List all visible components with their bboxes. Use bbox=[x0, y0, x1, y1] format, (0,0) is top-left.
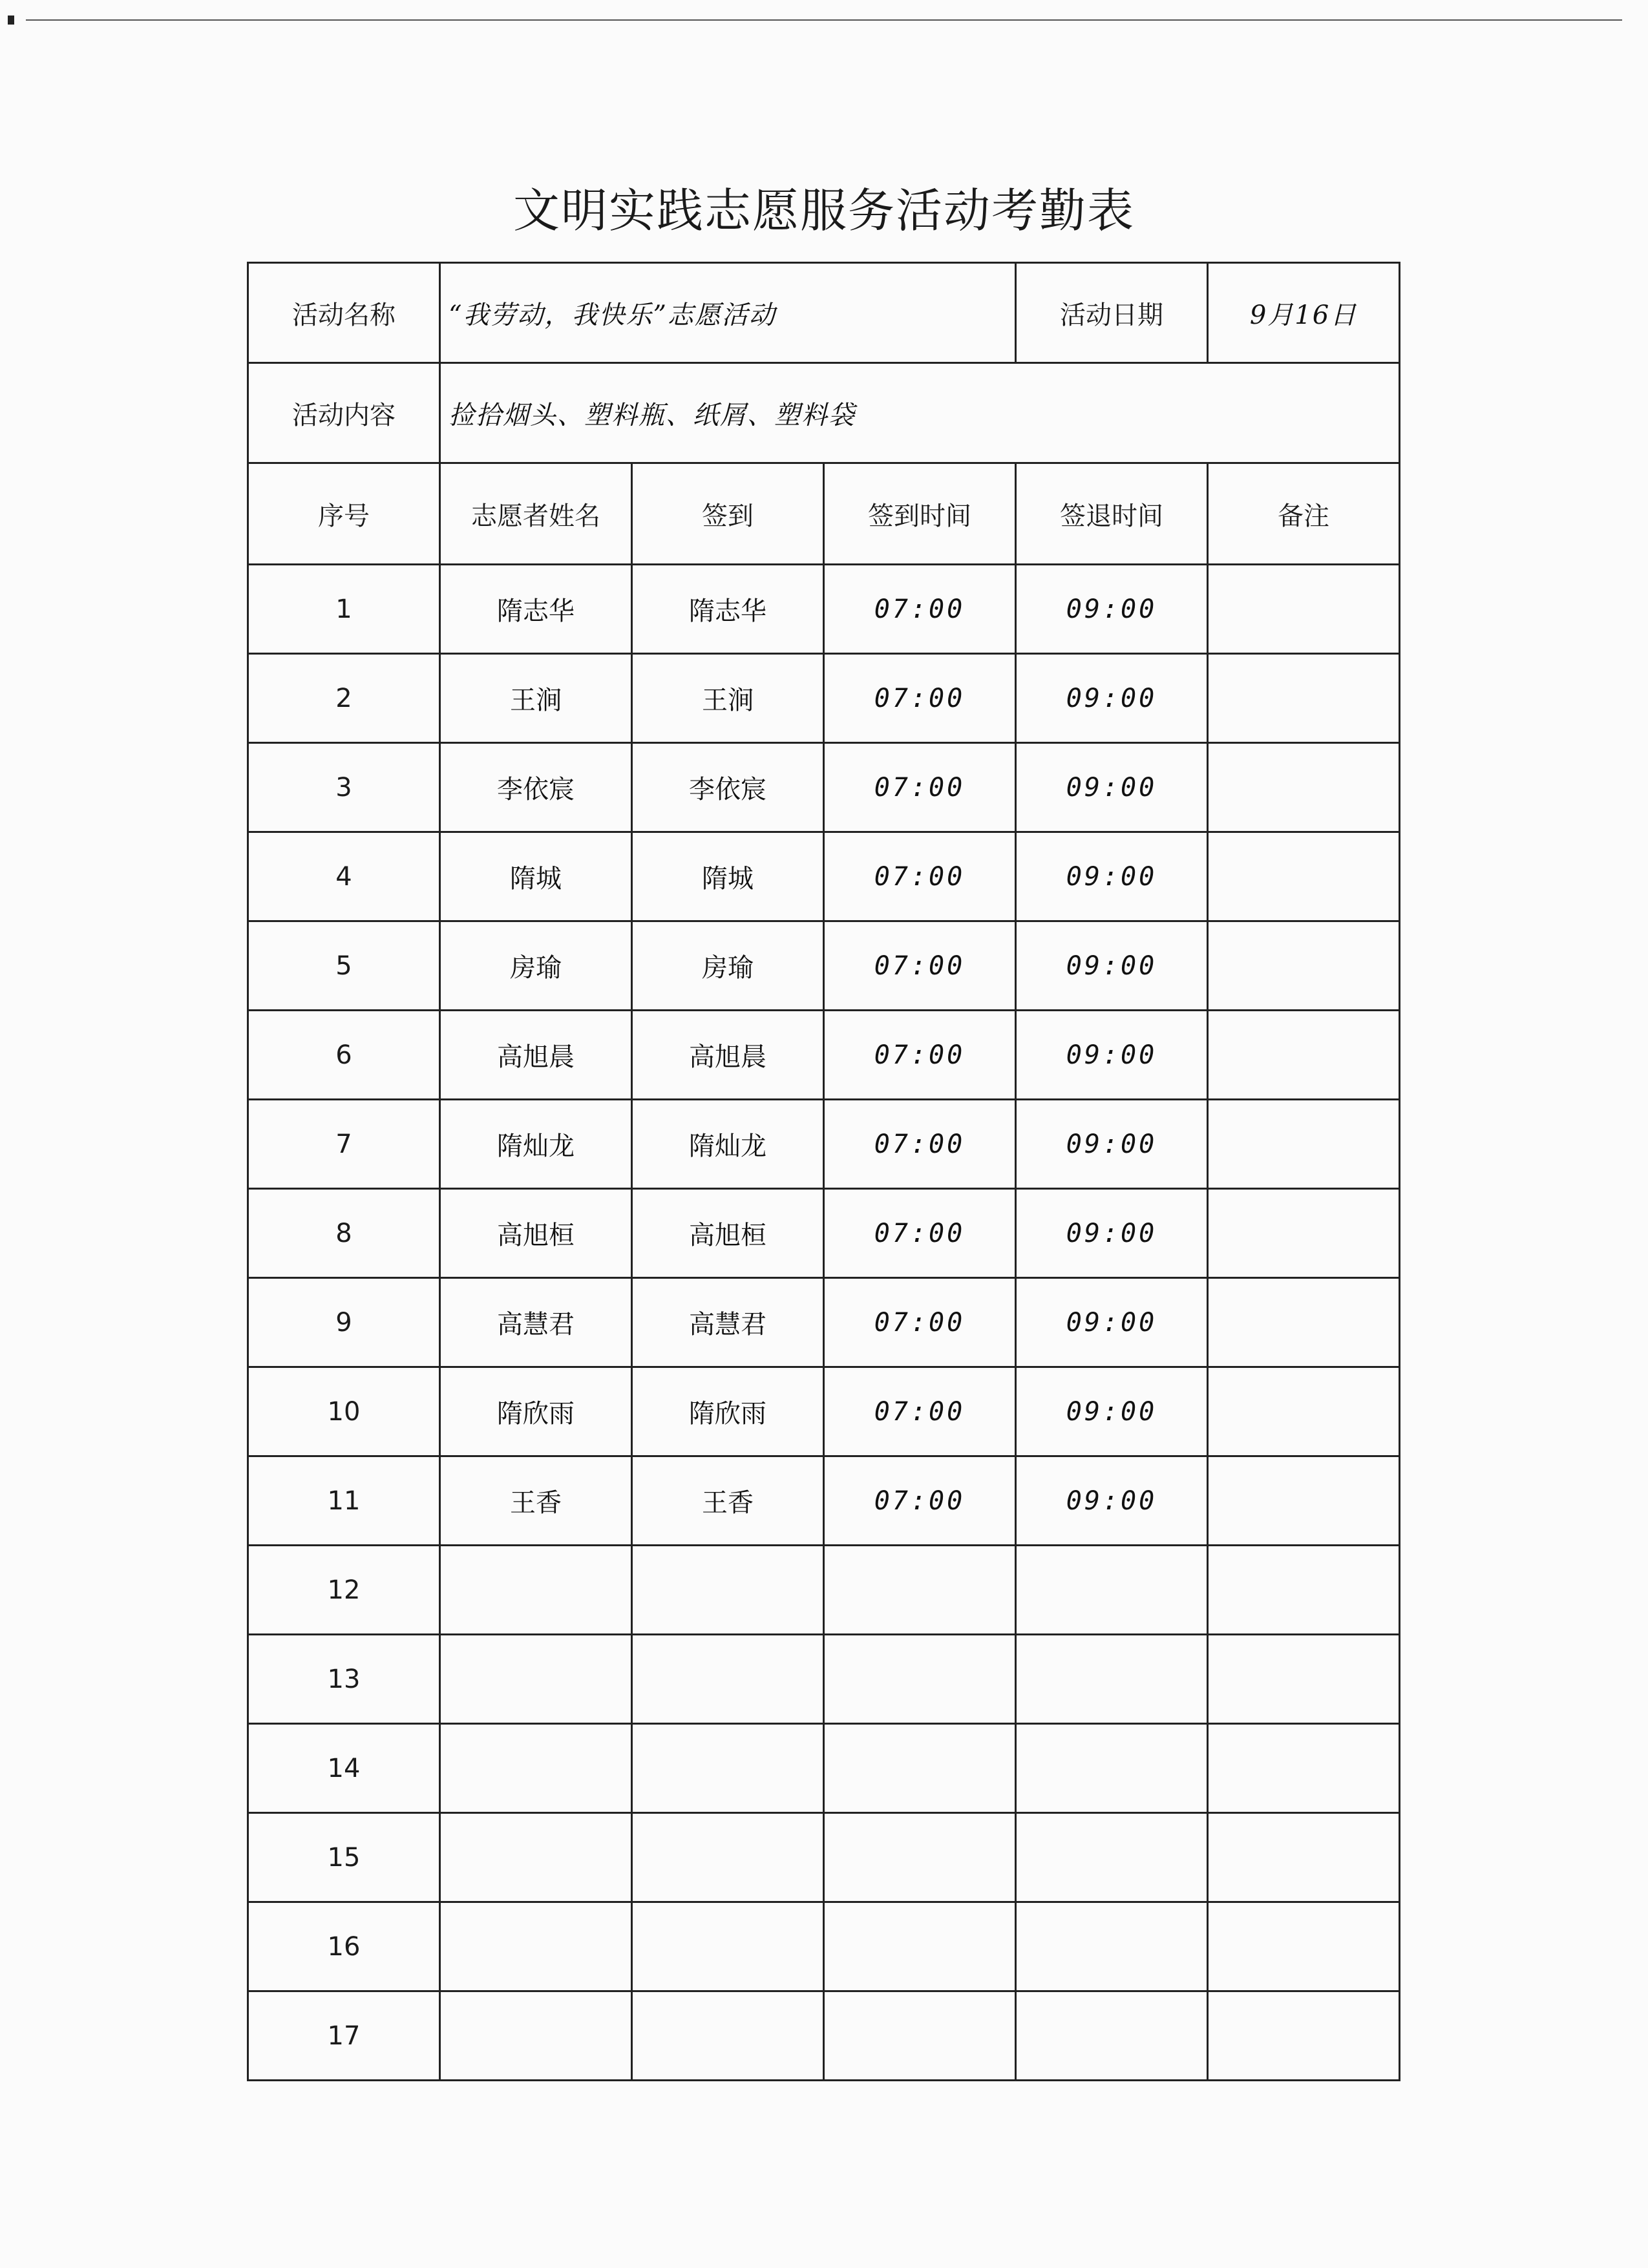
signature-cell bbox=[632, 1991, 824, 2081]
column-header-sign: 签到 bbox=[632, 463, 824, 565]
signature-cell bbox=[632, 1813, 824, 1902]
sign-out-time-cell: 09:00 bbox=[1016, 1367, 1208, 1456]
column-header-sign-in-time: 签到时间 bbox=[824, 463, 1016, 565]
volunteer-name-cell bbox=[440, 1546, 632, 1635]
note-cell bbox=[1208, 654, 1400, 743]
note-cell bbox=[1208, 1635, 1400, 1724]
row-number-cell: 7 bbox=[248, 1100, 440, 1189]
sign-out-time-cell bbox=[1016, 1902, 1208, 1991]
sign-in-time-cell: 07:00 bbox=[824, 1278, 1016, 1367]
table-row bbox=[248, 743, 1400, 832]
row-number-cell: 8 bbox=[248, 1189, 440, 1278]
sign-out-time-cell bbox=[1016, 1991, 1208, 2081]
activity-date-value: 9月16日 bbox=[1208, 263, 1400, 363]
volunteer-name-cell bbox=[440, 1724, 632, 1813]
sign-out-time-cell: 09:00 bbox=[1016, 921, 1208, 1011]
row-number-cell: 13 bbox=[248, 1635, 440, 1724]
sign-in-time-cell: 07:00 bbox=[824, 921, 1016, 1011]
signature-cell: 隋城 bbox=[632, 832, 824, 921]
row-number-cell: 2 bbox=[248, 654, 440, 743]
volunteer-name-cell: 高旭晨 bbox=[440, 1011, 632, 1100]
sign-out-time-cell bbox=[1016, 1724, 1208, 1813]
table-row bbox=[248, 1011, 1400, 1100]
row-number-cell: 9 bbox=[248, 1278, 440, 1367]
sign-in-time-cell bbox=[824, 1724, 1016, 1813]
sign-in-time-cell bbox=[824, 1546, 1016, 1635]
table-row bbox=[248, 1100, 1400, 1189]
sign-in-time-cell: 07:00 bbox=[824, 832, 1016, 921]
volunteer-name-cell: 高慧君 bbox=[440, 1278, 632, 1367]
volunteer-name-cell: 王涧 bbox=[440, 654, 632, 743]
activity-content-row bbox=[248, 363, 1400, 463]
note-cell bbox=[1208, 565, 1400, 654]
column-header-name: 志愿者姓名 bbox=[440, 463, 632, 565]
sign-out-time-cell: 09:00 bbox=[1016, 743, 1208, 832]
signature-cell bbox=[632, 1635, 824, 1724]
volunteer-name-cell: 房瑜 bbox=[440, 921, 632, 1011]
signature-cell: 王香 bbox=[632, 1456, 824, 1546]
signature-cell: 李依宸 bbox=[632, 743, 824, 832]
sign-in-time-cell bbox=[824, 1902, 1016, 1991]
signature-cell: 高旭晨 bbox=[632, 1011, 824, 1100]
sign-in-time-cell: 07:00 bbox=[824, 1189, 1016, 1278]
sign-in-time-cell: 07:00 bbox=[824, 654, 1016, 743]
signature-cell: 隋志华 bbox=[632, 565, 824, 654]
row-number-cell: 12 bbox=[248, 1546, 440, 1635]
column-header-no: 序号 bbox=[248, 463, 440, 565]
sign-in-time-cell: 07:00 bbox=[824, 743, 1016, 832]
sign-out-time-cell: 09:00 bbox=[1016, 1189, 1208, 1278]
sign-in-time-cell bbox=[824, 1991, 1016, 2081]
table-row bbox=[248, 654, 1400, 743]
volunteer-name-cell bbox=[440, 1813, 632, 1902]
volunteer-name-cell bbox=[440, 1635, 632, 1724]
volunteer-name-cell: 隋志华 bbox=[440, 565, 632, 654]
volunteer-name-cell: 隋欣雨 bbox=[440, 1367, 632, 1456]
note-cell bbox=[1208, 832, 1400, 921]
table-row bbox=[248, 1367, 1400, 1456]
sign-out-time-cell: 09:00 bbox=[1016, 1456, 1208, 1546]
note-cell bbox=[1208, 1546, 1400, 1635]
column-header-sign-out-time: 签退时间 bbox=[1016, 463, 1208, 565]
sign-out-time-cell bbox=[1016, 1635, 1208, 1724]
row-number-cell: 10 bbox=[248, 1367, 440, 1456]
page-title: 文明实践志愿服务活动考勤表 bbox=[512, 184, 1135, 238]
signature-cell bbox=[632, 1902, 824, 1991]
note-cell bbox=[1208, 1724, 1400, 1813]
note-cell bbox=[1208, 1278, 1400, 1367]
row-number-cell: 17 bbox=[248, 1991, 440, 2081]
signature-cell: 隋欣雨 bbox=[632, 1367, 824, 1456]
table-row bbox=[248, 1724, 1400, 1813]
signature-cell: 王涧 bbox=[632, 654, 824, 743]
row-number-cell: 16 bbox=[248, 1902, 440, 1991]
note-cell bbox=[1208, 1813, 1400, 1902]
table-row bbox=[248, 1456, 1400, 1546]
activity-content-value: 捡拾烟头、塑料瓶、纸屑、塑料袋 bbox=[440, 363, 1400, 463]
table-row bbox=[248, 832, 1400, 921]
table-row bbox=[248, 921, 1400, 1011]
note-cell bbox=[1208, 1991, 1400, 2081]
sign-in-time-cell bbox=[824, 1813, 1016, 1902]
note-cell bbox=[1208, 1456, 1400, 1546]
volunteer-name-cell: 隋灿龙 bbox=[440, 1100, 632, 1189]
note-cell bbox=[1208, 921, 1400, 1011]
activity-name-row bbox=[248, 263, 1400, 363]
note-cell bbox=[1208, 1189, 1400, 1278]
volunteer-name-cell: 李依宸 bbox=[440, 743, 632, 832]
activity-name-value: “我劳动，我快乐”志愿活动 bbox=[440, 263, 1016, 363]
table-row bbox=[248, 1813, 1400, 1902]
signature-cell bbox=[632, 1546, 824, 1635]
sign-in-time-cell: 07:00 bbox=[824, 565, 1016, 654]
note-cell bbox=[1208, 1367, 1400, 1456]
sign-out-time-cell: 09:00 bbox=[1016, 565, 1208, 654]
sign-out-time-cell: 09:00 bbox=[1016, 1100, 1208, 1189]
table-row bbox=[248, 1991, 1400, 2081]
table-row bbox=[248, 1189, 1400, 1278]
activity-name-label: 活动名称 bbox=[248, 263, 440, 363]
attendance-table bbox=[247, 262, 1400, 2081]
row-number-cell: 6 bbox=[248, 1011, 440, 1100]
scan-top-edge-line bbox=[26, 19, 1622, 21]
table-row bbox=[248, 1635, 1400, 1724]
volunteer-name-cell: 高旭桓 bbox=[440, 1189, 632, 1278]
note-cell bbox=[1208, 1100, 1400, 1189]
signature-cell: 房瑜 bbox=[632, 921, 824, 1011]
volunteer-name-cell bbox=[440, 1991, 632, 2081]
sign-in-time-cell: 07:00 bbox=[824, 1100, 1016, 1189]
column-header-row bbox=[248, 463, 1400, 565]
volunteer-name-cell bbox=[440, 1902, 632, 1991]
table-row bbox=[248, 1902, 1400, 1991]
sign-out-time-cell bbox=[1016, 1546, 1208, 1635]
sign-out-time-cell: 09:00 bbox=[1016, 1011, 1208, 1100]
table-row bbox=[248, 1278, 1400, 1367]
activity-content-label: 活动内容 bbox=[248, 363, 440, 463]
activity-date-label: 活动日期 bbox=[1016, 263, 1208, 363]
table-row bbox=[248, 1546, 1400, 1635]
row-number-cell: 1 bbox=[248, 565, 440, 654]
sign-in-time-cell: 07:00 bbox=[824, 1011, 1016, 1100]
row-number-cell: 4 bbox=[248, 832, 440, 921]
sign-in-time-cell: 07:00 bbox=[824, 1367, 1016, 1456]
row-number-cell: 11 bbox=[248, 1456, 440, 1546]
scan-corner-mark bbox=[8, 16, 14, 25]
column-header-note: 备注 bbox=[1208, 463, 1400, 565]
signature-cell: 隋灿龙 bbox=[632, 1100, 824, 1189]
row-number-cell: 15 bbox=[248, 1813, 440, 1902]
volunteer-name-cell: 王香 bbox=[440, 1456, 632, 1546]
row-number-cell: 3 bbox=[248, 743, 440, 832]
sign-out-time-cell bbox=[1016, 1813, 1208, 1902]
sign-in-time-cell bbox=[824, 1635, 1016, 1724]
row-number-cell: 5 bbox=[248, 921, 440, 1011]
sign-in-time-cell: 07:00 bbox=[824, 1456, 1016, 1546]
sign-out-time-cell: 09:00 bbox=[1016, 654, 1208, 743]
sign-out-time-cell: 09:00 bbox=[1016, 832, 1208, 921]
row-number-cell: 14 bbox=[248, 1724, 440, 1813]
volunteer-name-cell: 隋城 bbox=[440, 832, 632, 921]
note-cell bbox=[1208, 1902, 1400, 1991]
sign-out-time-cell: 09:00 bbox=[1016, 1278, 1208, 1367]
signature-cell: 高慧君 bbox=[632, 1278, 824, 1367]
signature-cell bbox=[632, 1724, 824, 1813]
note-cell bbox=[1208, 1011, 1400, 1100]
table-row bbox=[248, 565, 1400, 654]
note-cell bbox=[1208, 743, 1400, 832]
signature-cell: 高旭桓 bbox=[632, 1189, 824, 1278]
